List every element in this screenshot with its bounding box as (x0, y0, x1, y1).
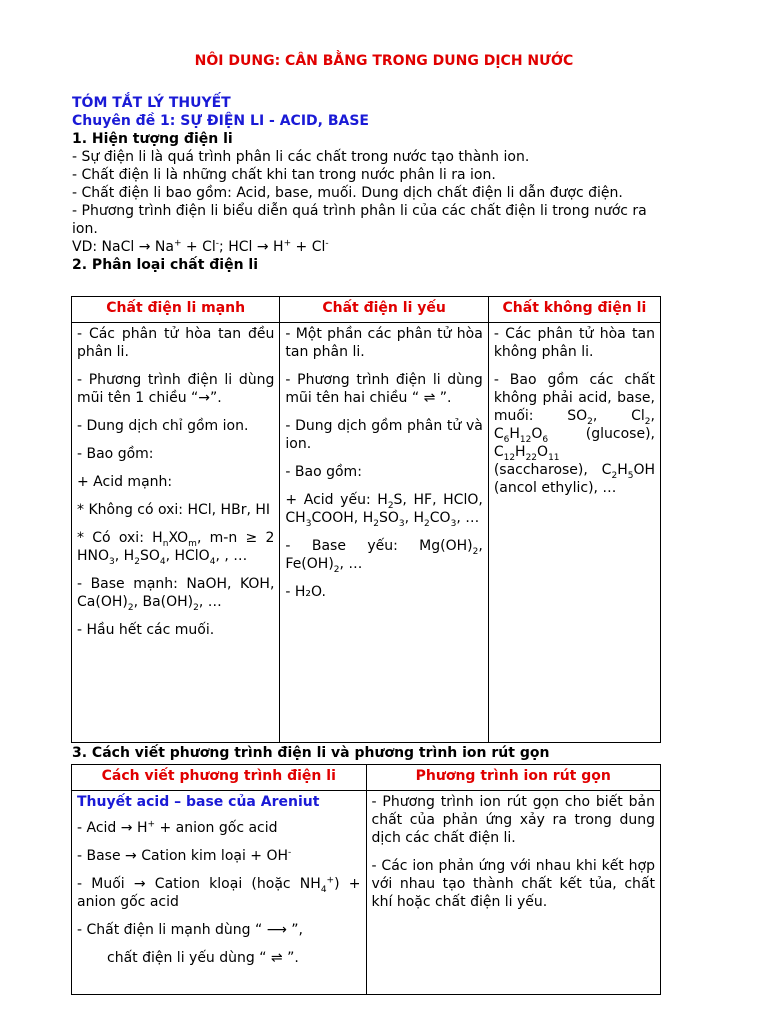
weak-item: - Một phần các phân tử hòa tan phân li. (285, 326, 483, 360)
weak-item: - Phương trình điện li dùng mũi tên hai chiều “ ⇌ ”. (285, 372, 483, 406)
equation-item: - Chất điện li mạnh dùng “ ⟶ ”, (77, 922, 303, 938)
weak-item: + Acid yếu: $H_2S$, HF, HClO, $CH_3COOH$, $H_2SO_3$, $H_2CO_3$, … (285, 492, 483, 529)
ionic-item: - Phương trình ion rút gọn cho biết bản chất của phản ứng xảy ra trong dung dịch các chất điện li. (371, 794, 655, 846)
bullet-4: - Phương trình điện li biểu diễn quá trình phân li của các chất điện li trong nước ra ion. (72, 203, 647, 237)
weak-column (280, 323, 488, 743)
header-weak: Chất điện li yếu (280, 297, 488, 323)
bullet-1: - Sự điện li là quá trình phân li các chất trong nước tạo thành ion. (72, 149, 530, 165)
weak-item: - H₂O. (285, 584, 326, 600)
bullet-2: - Chất điện li là những chất khi tan trong nước phân li ra ion. (72, 167, 496, 183)
section-1-heading: 1. Hiện tượng điện li (72, 131, 233, 147)
equation-table (71, 764, 661, 995)
strong-item: * Có oxi: $H_nXO_m$, m-n ≥ 2 $HNO_3$, $H_2SO_4$, HClO$_4$, , … (77, 530, 275, 567)
equation-item: - Acid → H+ + anion gốc acid (77, 819, 278, 836)
header-strong: Chất điện li mạnh (72, 297, 280, 323)
example-line: VD: NaCl → Na+ + Cl-; HCl → H+ + Cl- (72, 238, 329, 255)
section-2-heading: 2. Phân loại chất điện li (72, 257, 259, 273)
arrhenius-title: Thuyết acid – base của Areniut (77, 794, 320, 810)
equation-item: - Base → Cation kim loại + OH- (77, 847, 292, 864)
electrolyte-table (71, 296, 661, 743)
weak-item: - Bao gồm: (285, 464, 362, 480)
non-item: - Bao gồm các chất không phải acid, base, muối: $SO_2$, $Cl_2$, $C_6H_{12}O_6$ (glucose), $C_{12}H_{22}O_{11}$ (saccharose), $C_2H_5OH$ (ancol ethylic), … (493, 372, 655, 496)
bullet-3: - Chất điện li bao gồm: Acid, base, muối. Dung dịch chất điện li dẫn được điện. (72, 185, 623, 201)
weak-item: - Base yếu: $Mg(OH)_2$, $Fe(OH)_2$, … (285, 538, 483, 575)
strong-item: - Bao gồm: (77, 446, 154, 462)
non-item: - Các phân tử hòa tan không phân li. (493, 326, 655, 360)
section-3-heading: 3. Cách viết phương trình điện li và phương trình ion rút gọn (72, 745, 550, 761)
ionic-item: - Các ion phản ứng với nhau khi kết hợp với nhau tạo thành chất kết tủa, chất khí hoặc chất điện li yếu. (371, 858, 655, 910)
header-ionic: Phương trình ion rút gọn (366, 765, 661, 791)
theory-header (72, 94, 672, 274)
strong-item: - Base mạnh: NaOH, KOH, $Ca(OH)_2$, $Ba(OH)_2$, … (77, 576, 275, 613)
strong-item: + Acid mạnh: (77, 474, 173, 490)
weak-item: - Dung dịch gồm phân tử và ion. (285, 418, 483, 452)
equation-item: - Muối → Cation kloại (hoặc $NH_4^+$) + anion gốc acid (77, 875, 361, 910)
document-title: NÔI DUNG: CÂN BẰNG TRONG DUNG DỊCH NƯỚC (194, 53, 574, 69)
strong-item: - Hầu hết các muối. (77, 622, 215, 638)
topic-heading: Chuyên đề 1: SỰ ĐIỆN LI - ACID, BASE (72, 113, 369, 129)
non-electrolyte-column (488, 323, 660, 743)
ionic-column (366, 791, 661, 995)
strong-item: - Phương trình điện li dùng mũi tên 1 chiều “→”. (77, 372, 275, 406)
strong-column (72, 323, 280, 743)
equation-column (72, 791, 367, 995)
header-equation: Cách viết phương trình điện li (72, 765, 367, 791)
equation-item: chất điện li yếu dùng “ ⇌ ”. (107, 950, 299, 966)
strong-item: * Không có oxi: HCl, HBr, HI (77, 502, 271, 518)
summary-heading: TÓM TẮT LÝ THUYẾT (72, 95, 231, 111)
strong-item: - Dung dịch chỉ gồm ion. (77, 418, 249, 434)
strong-item: - Các phân tử hòa tan đều phân li. (77, 326, 275, 360)
header-non: Chất không điện li (488, 297, 660, 323)
section-3 (72, 744, 672, 762)
